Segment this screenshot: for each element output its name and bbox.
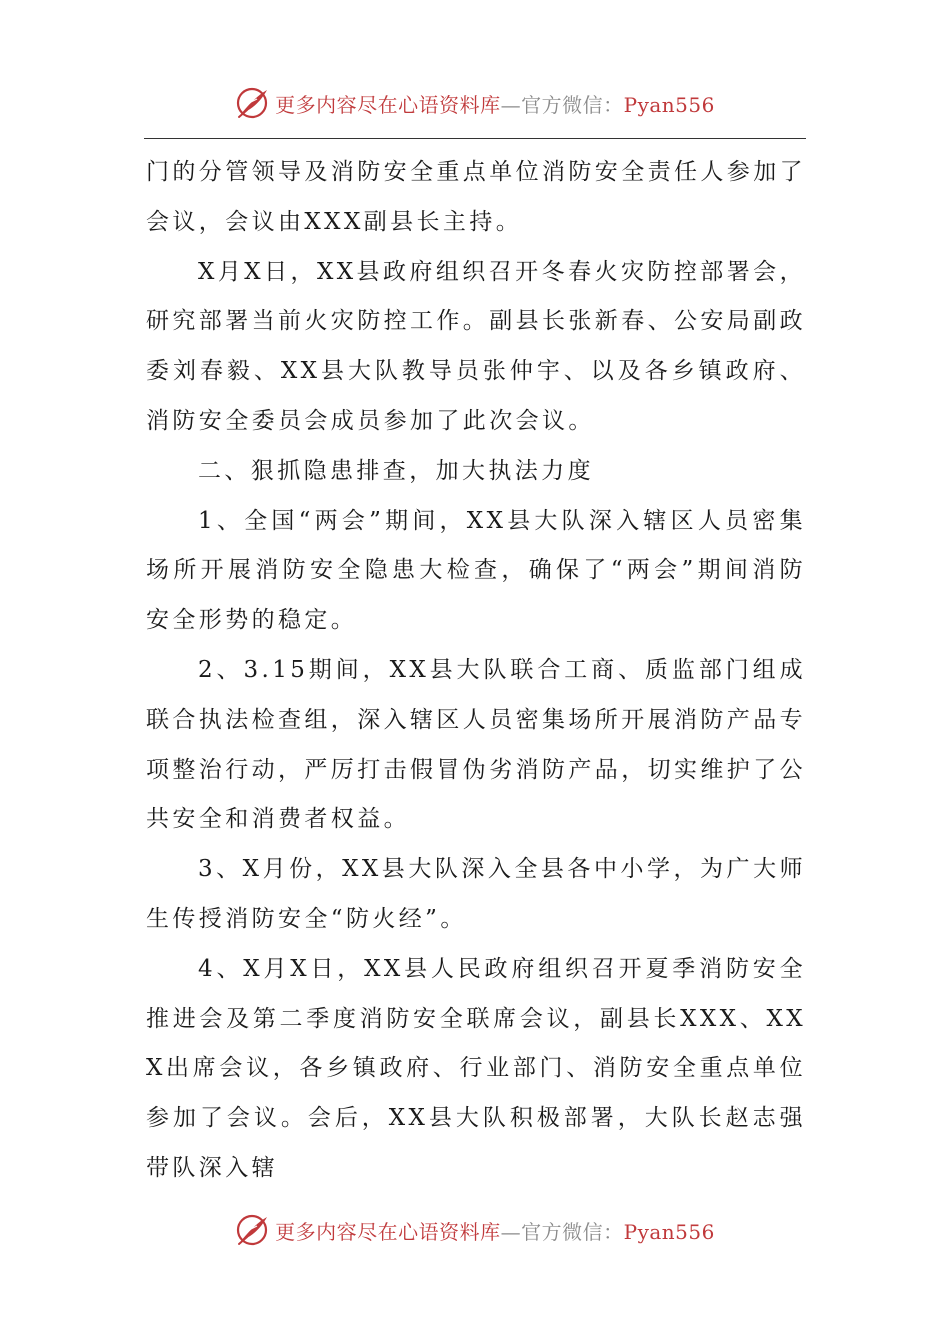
header-banner-dash: — — [500, 92, 522, 117]
footer-banner-wechat-label: 官方微信： — [521, 1219, 624, 1244]
paragraph: 2、3.15期间，XX县大队联合工商、质监部门组成联合执法检查组，深入辖区人员密集场所开展消防产品专项整治行动，严厉打击假冒伪劣消防产品，切实维护了公共安全和消费者权益。 — [146, 656, 806, 833]
header-banner — [0, 78, 950, 128]
feather-pen-logo-icon — [235, 85, 271, 121]
feather-pen-logo-icon — [235, 1212, 271, 1248]
header-banner-text — [275, 89, 715, 118]
header-banner-wechat-label: 官方微信： — [521, 92, 624, 117]
footer-banner-main: 更多内容尽在心语资料库 — [275, 1219, 501, 1244]
header-banner-wechat-id: Pyan556 — [623, 92, 715, 117]
paragraph: 门的分管领导及消防安全重点单位消防安全责任人参加了会议，会议由XXX副县长主持。 — [146, 159, 806, 235]
paragraph: 1、全国“两会”期间，XX县大队深入辖区人员密集场所开展消防安全隐患大检查，确保了“两会”期间消防安全形势的稳定。 — [146, 507, 806, 634]
footer-banner-text — [275, 1216, 715, 1245]
section-heading: 二、狠抓隐患排查，加大执法力度 — [198, 457, 594, 484]
paragraph: X月X日，XX县政府组织召开冬春火灾防控部署会，研究部署当前火灾防控工作。副县长张新春、公安局副政委刘春毅、XX县大队教导员张仲宇、以及各乡镇政府、消防安全委员会成员参加了此次会议。 — [146, 258, 806, 434]
footer-banner-dash: — — [500, 1219, 522, 1244]
document-body — [146, 148, 806, 1194]
paragraph: 3、X月份，XX县大队深入全县各中小学，为广大师生传授消防安全“防火经”。 — [146, 856, 806, 932]
footer-banner — [0, 1205, 950, 1255]
header-banner-main: 更多内容尽在心语资料库 — [275, 92, 501, 117]
footer-banner-wechat-id: Pyan556 — [623, 1219, 715, 1244]
header-divider — [144, 138, 806, 139]
paragraph: 4、X月X日，XX县人民政府组织召开夏季消防安全推进会及第二季度消防安全联席会议，副县长XXX、XXX出席会议，各乡镇政府、行业部门、消防安全重点单位参加了会议。会后，XX县大队积极部署，大队长赵志强带队深入辖 — [146, 955, 806, 1181]
